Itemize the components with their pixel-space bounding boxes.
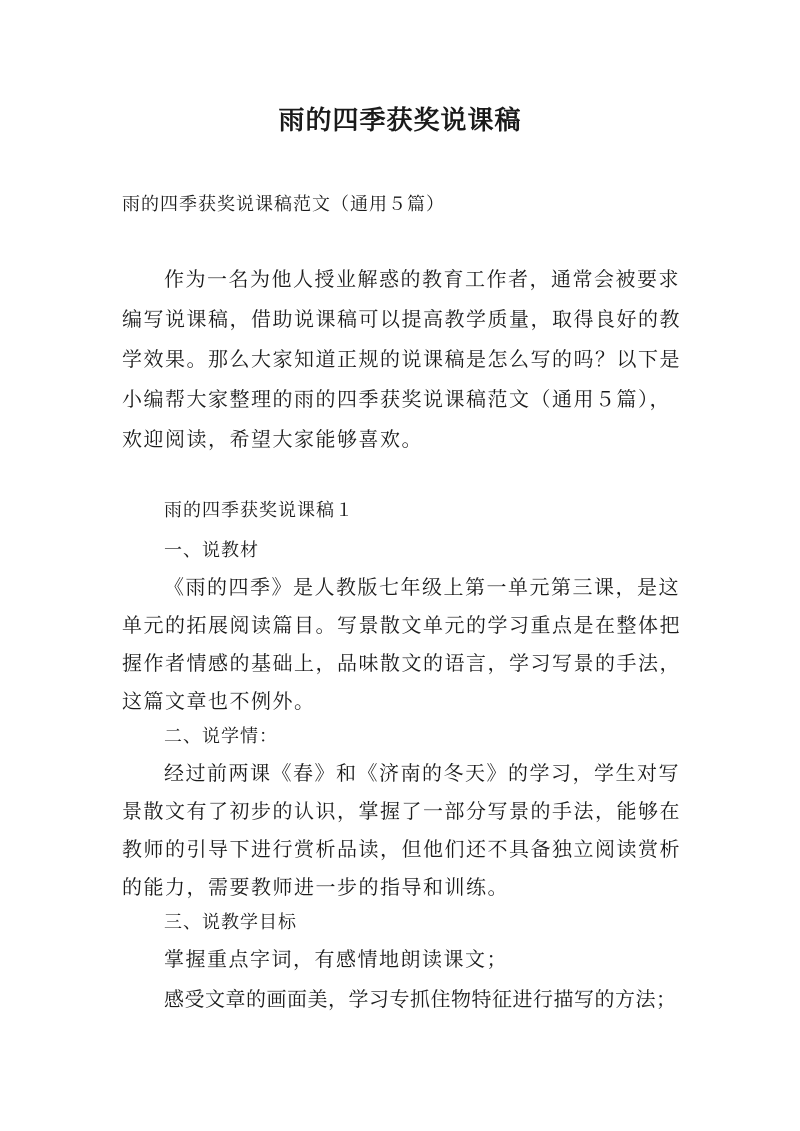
intro-line: 小编帮大家整理的雨的四季获奖说课稿范文（通用５篇）， (122, 387, 671, 411)
paragraph-line: 《雨的四季》是人教版七年级上第一单元第三课，是这 (164, 575, 680, 599)
intro-line: 欢迎阅读，希望大家能够喜欢。 (122, 427, 423, 451)
paragraph-line: 握作者情感的基础上，品味散文的语言，学习写景的手法， (122, 651, 681, 675)
paragraph-line: 经过前两课《春》和《济南的冬天》的学习，学生对写 (164, 761, 680, 785)
paragraph-line: 单元的拓展阅读篇目。写景散文单元的学习重点是在整体把 (122, 613, 681, 637)
section-heading: 一、说教材 (164, 540, 259, 561)
paragraph-line: 的能力，需要教师进一步的指导和训练。 (122, 875, 509, 899)
intro-line: 学效果。那么大家知道正规的说课稿是怎么写的吗？以下是 (122, 347, 681, 371)
paragraph-line: 这篇文章也不例外。 (122, 689, 316, 713)
goal-line: 掌握重点字词，有感情地朗读课文； (164, 947, 508, 971)
section-heading: 二、说学情： (164, 726, 278, 747)
intro-line: 编写说课稿，借助说课稿可以提高教学质量，取得良好的教 (122, 307, 681, 331)
paragraph-line: 景散文有了初步的认识，掌握了一部分写景的手法，能够在 (122, 799, 681, 823)
section-title: 雨的四季获奖说课稿１ (164, 500, 354, 521)
document-title: 雨的四季获奖说课稿 (278, 106, 522, 136)
intro-line: 作为一名为他人授业解惑的教育工作者，通常会被要求 (164, 267, 680, 291)
paragraph-line: 教师的引导下进行赏析品读，但他们还不具备独立阅读赏析 (122, 837, 681, 861)
section-heading: 三、说教学目标 (164, 912, 297, 933)
document-subtitle: 雨的四季获奖说课稿范文（通用５篇） (122, 194, 445, 215)
goal-line: 感受文章的画面美，学习专抓住物特征进行描写的方法； (164, 987, 677, 1011)
